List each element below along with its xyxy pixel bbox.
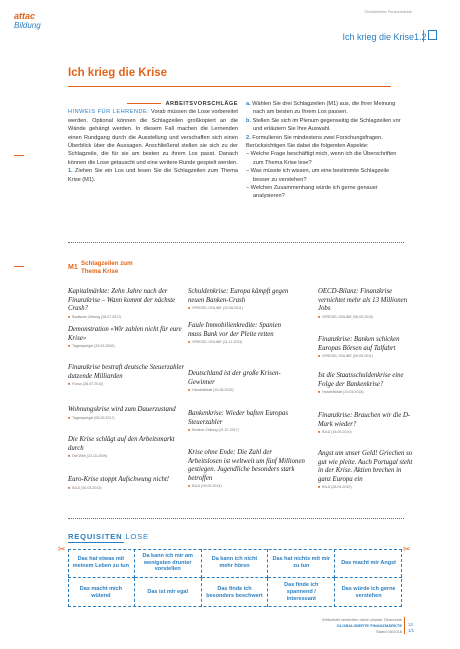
headline: Kapitalmärkte: Zehn Jahre nach der Finanzkrise – Wann kommt der nächste Crash? ■ Badische Zeitung (28.07.2017) [68,288,188,319]
dotted-divider [68,242,404,243]
footer-divider [404,617,405,634]
margin-mark [14,155,24,156]
series-label: Globalisierte Finanzmärkte [364,9,412,14]
headline: Die Krise schlägt auf den Arbeitsmarkt durch ■ Die Welt (23.10.2009) [68,436,188,458]
headline: Bankenkrise: Wieder haften Europas Steuerzahler ■ Berliner Zeitung (21.07.2017) [188,410,298,432]
headline: Angst um unser Geld! Griechen so gut wie pleite. Auch Portugal steht in der Krise. Aktien brechen in ganz Europa ein ■ BILD (28.04.2010) [318,450,413,489]
headline: OECD-Bilanz: Finanzkrise vernichtet mehr als 13 Millionen Jobs ■ SPIEGEL ONLINE (08.09.2010) [318,288,413,319]
los-card: Das hat etwas mit meinem Leben zu tun [68,549,135,578]
bullet-item: – Welche Frage beschäftigt mich, wenn ich die Überschriften zum Thema Krise lese? [246,151,397,166]
los-card: Das würde ich gerne verstehen [341,585,396,599]
footer-series: GLOBALISIERTE FINANZMÄRKTE [336,623,402,628]
step-1: 1. Ziehen Sie ein Los und lesen Sie die Schlagzeilen zum Thema Krise (M1). [68,168,238,183]
los-card: Da kann ich mir am wenigsten drunter vorstellen [135,549,202,578]
instructions-right [246,100,404,201]
footer-publication: Wirtschaft verstehen durch plurale Ökonomie [321,617,402,622]
los-card: Da kann ich nicht mehr hören [202,549,269,578]
headline: Demonstration «Wir zahlen nicht für eure Krise» ■ Tagesspiegel (29.03.2009) [68,326,188,348]
los-card: Das finde ich spannend / interessant [268,578,335,607]
page-title: Ich krieg die Krise [68,67,168,79]
headline: Finanzkrise: Banken schicken Europas Börsen auf Talfahrt ■ SPIEGEL ONLINE (05.09.2011) [318,336,413,358]
hinweis-paragraph: HINWEIS FÜR LEHRENDE: Vorab müssen die Lose vorbereitet werden. Optional können die Schlagzeilen großkopiert an die Wände gehängt werden. In diesem Fall machen die Lernenden einen Rundgang durch die Ausstellung und verschaffen sich einen Überblick über die Aussagen. Anschließend stellen sie sich zu der Schlagzeile, die für sie am besten zu ihrem Los passt. Danach können die Lose getauscht und eine weitere Runde gespielt werden. [68,109,238,166]
step-a: a. Wählen Sie drei Schlagzeilen (M1) aus, die Ihrer Meinung nach am besten zu Ihrem Los passen. [246,101,396,116]
instructions-heading: ARBEITSVORSCHLÄGE [68,100,238,108]
square-icon [428,30,437,40]
page-number: 12 1/1 [408,622,415,633]
los-card: Das ist mir egal [135,578,202,607]
dotted-divider [68,518,404,519]
bullet-item: – Welchen Zusammenhang würde ich gerne genauer analysieren? [246,185,378,200]
title-divider [68,86,391,87]
headline: Krise ohne Ende: Die Zahl der Arbeitslosen ist weltweit um fünf Millionen gestiegen. Jugendliche besonders stark betroffen ■ BILD (09.09.2014) [188,449,306,488]
logo-bildung: Bildung [14,21,41,30]
bullet-item: – Was müsste ich wissen, um eine bestimmte Schlagzeile besser zu verstehen? [246,168,390,183]
m1-label: M1 [68,264,78,271]
step-b: b. Stellen Sie sich im Plenum gegenseitig die Schlagzeilen vor und erläutern Sie Ihre Auswahl. [246,117,401,133]
scissors-icon: ✂ [403,544,411,554]
headline: Deutschland ist der große Krisen-Gewinner ■ Handelsblatt (10.08.2015) [188,370,298,392]
los-card: Das hat nichts mit mir zu tun [268,549,335,578]
m1-title: Schlagzeilen zum Thema Krise [81,260,133,275]
margin-mark [14,266,24,267]
los-card: Das finde ich besonders beschwert [202,578,269,607]
requisiten-heading: REQUISITEN LOSE [68,532,149,541]
los-card: Das macht mich wütend [68,578,135,607]
headline: Finanzkrise: Brauchen wir die D-Mark wieder? ■ BILD (16.05.2010) [318,412,413,434]
step-2: 2. Formulieren Sie mindestens zwei Forschungsfragen. Berücksichtigen Sie dabei die folgenden Aspekte: [246,134,383,150]
footer-date: Stand 05/2018 [375,629,402,634]
instructions-left [68,100,238,184]
logo-attac: attac [14,11,36,21]
section-title: Ich krieg die Krise [342,32,414,42]
headline: Finanzkrise bestraft deutsche Steuerzahler dutzende Milliarden ■ Focus (28.07.2010) [68,364,188,386]
headline: Euro-Krise stoppt Aufschwung nicht! ■ BILD (30.03.2013) [68,476,188,490]
lose-cards-grid [68,549,402,607]
headline: Schuldenkrise: Europa kämpft gegen neuen Banken-Crash ■ SPIEGEL ONLINE (10.08.2011) [188,288,306,310]
scissors-icon: ✂ [58,544,66,554]
los-card: Das macht mir Angst [335,549,402,578]
headline: Faule Immobilienkredite: Spanien muss Bank vor der Pleite retten ■ SPIEGEL ONLINE (11.11.2011) [188,322,288,344]
headline: Ist die Staatsschuldenkrise eine Folge der Bankenkrise? ■ Handelsblatt (19.04.2018) [318,372,413,394]
section-number: 1.2 [414,32,427,42]
requisiten-divider [68,542,124,543]
headline: Wohnungskrise wird zum Dauerzustand ■ Tagesspiegel (06.09.2017) [68,406,188,420]
